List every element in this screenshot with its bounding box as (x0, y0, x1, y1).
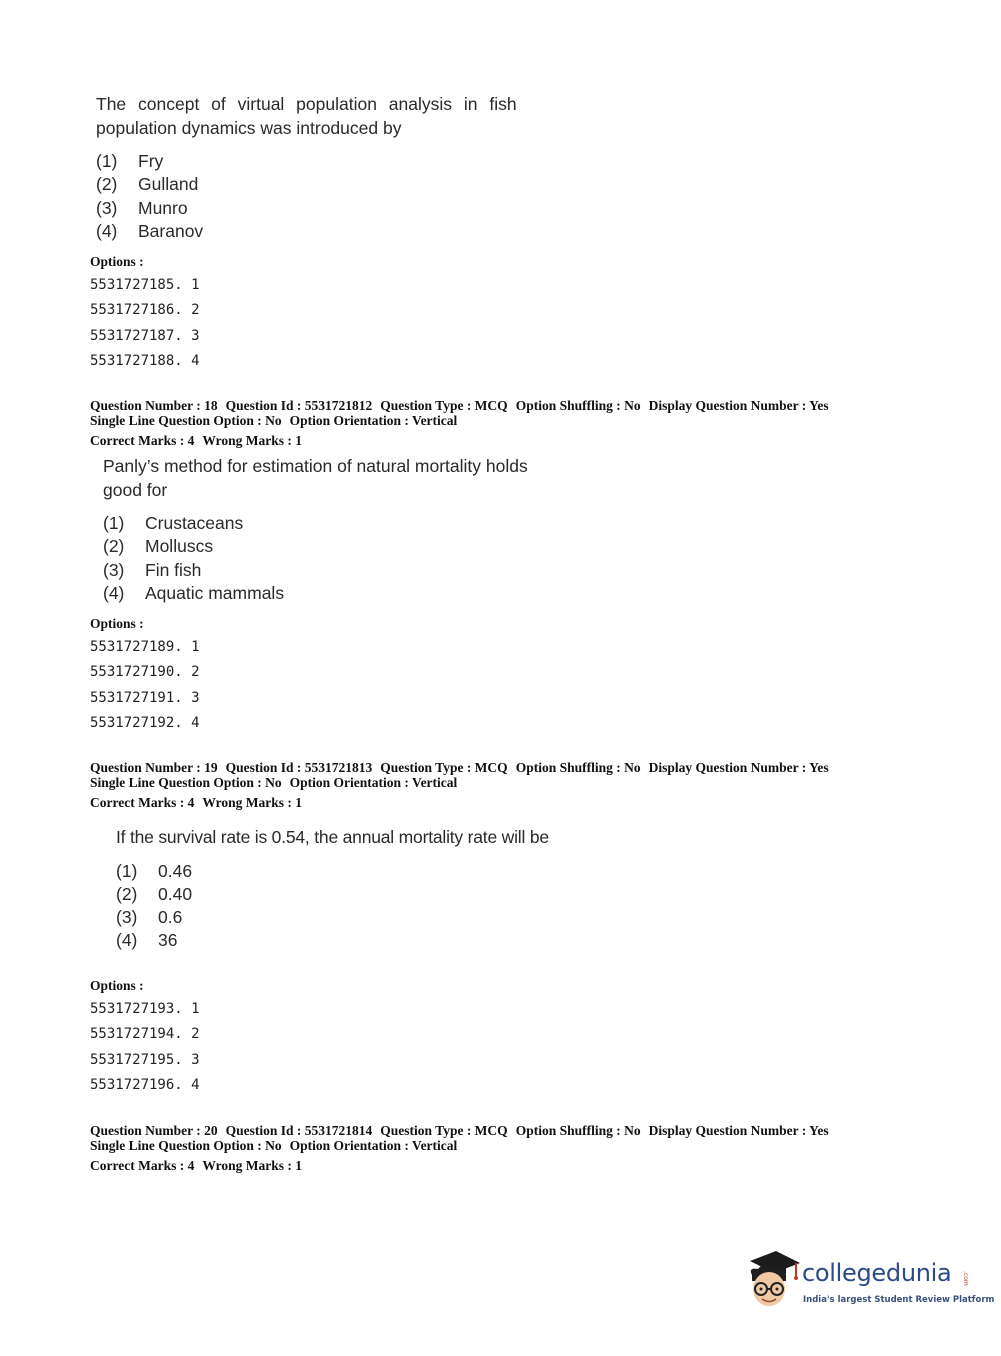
answer-choice (103, 535, 563, 558)
answer-choice (96, 220, 556, 243)
choice-number: (2) (116, 883, 138, 904)
question-id: Question Id : 5531721812 (225, 398, 373, 413)
choice-number: (3) (116, 907, 138, 928)
option-id: 5531727193. 1 (90, 1001, 200, 1017)
option-orientation: Option Orientation : Vertical (289, 413, 458, 428)
choice-number: (4) (103, 582, 125, 603)
answer-choice (103, 512, 563, 535)
answer-choice (116, 883, 596, 906)
option-id: 5531727186. 2 (90, 302, 200, 319)
question-text-line: good for (103, 479, 168, 500)
correct-marks: Correct Marks : 4 (90, 1158, 195, 1173)
choice-number: (3) (103, 559, 125, 580)
question-text (116, 826, 596, 850)
choice-label: Fin fish (145, 559, 202, 580)
display-question-number: Display Question Number : Yes (648, 760, 829, 775)
choice-label: 0.40 (158, 883, 193, 904)
logo-suffix: .com (962, 1271, 969, 1286)
answer-choices (96, 150, 556, 243)
answer-choice (96, 197, 556, 220)
collegedunia-logo[interactable] (742, 1247, 995, 1317)
single-line-option: Single Line Question Option : No (90, 413, 282, 428)
answer-choice (103, 582, 563, 605)
choice-label: 0.6 (158, 907, 183, 928)
choice-label: 0.46 (158, 860, 193, 881)
options-label: Options : (90, 616, 144, 631)
options-label: Options : (90, 254, 144, 269)
question-text-line: If the survival rate is 0.54, the annual mortality rate will be (116, 827, 549, 847)
choice-number: (1) (116, 860, 138, 881)
option-id: 5531727196. 4 (90, 1076, 200, 1093)
answer-choice (116, 929, 596, 952)
question-number: Question Number : 18 (90, 398, 218, 413)
wrong-marks: Wrong Marks : 1 (202, 1158, 302, 1173)
answer-choices (103, 512, 563, 605)
options-label: Options : (90, 978, 144, 993)
option-id: 5531727188. 4 (90, 352, 200, 369)
question-id: Question Id : 5531721814 (225, 1123, 373, 1138)
question-type: Question Type : MCQ (380, 1123, 508, 1138)
choice-label: Fry (138, 151, 164, 171)
choice-label: Baranov (138, 220, 204, 241)
question-number: Question Number : 20 (90, 1123, 218, 1138)
correct-marks: Correct Marks : 4 (90, 795, 195, 810)
choice-number: (3) (96, 197, 118, 218)
option-id: 5531727189. 1 (90, 639, 200, 655)
single-line-option: Single Line Question Option : No (90, 1138, 282, 1153)
correct-marks: Correct Marks : 4 (90, 433, 195, 448)
question-number: Question Number : 19 (90, 760, 218, 775)
display-question-number: Display Question Number : Yes (648, 1123, 829, 1138)
choice-label: 36 (158, 930, 178, 951)
choice-label: Aquatic mammals (145, 582, 285, 603)
option-id-list (90, 273, 200, 374)
question-text (103, 455, 563, 502)
option-shuffling: Option Shuffling : No (515, 760, 641, 775)
option-id: 5531727187. 3 (90, 327, 200, 344)
logo-name: collegedunia (802, 1259, 952, 1287)
option-id-list (90, 997, 200, 1098)
choice-number: (4) (116, 930, 138, 951)
question-text-line: Panly’s method for estimation of natural mortality holds (103, 456, 528, 476)
answer-choice (116, 906, 596, 929)
option-orientation: Option Orientation : Vertical (289, 775, 458, 790)
choice-label: Crustaceans (145, 513, 244, 533)
question-18-meta (90, 398, 837, 448)
display-question-number: Display Question Number : Yes (648, 398, 829, 413)
choice-number: (2) (96, 174, 118, 195)
option-id: 5531727185. 1 (90, 277, 200, 293)
wrong-marks: Wrong Marks : 1 (202, 433, 302, 448)
logo-tagline: India's largest Student Review Platform (803, 1295, 995, 1305)
choice-number: (2) (103, 536, 125, 557)
answer-choice (96, 150, 556, 173)
choice-number: (1) (96, 151, 118, 171)
question-text (96, 93, 556, 140)
answer-choice (96, 173, 556, 196)
option-id: 5531727190. 2 (90, 664, 200, 681)
answer-choice (103, 559, 563, 582)
question-text-line: population dynamics was introduced by (96, 117, 402, 138)
question-text-line: The concept of virtual population analysis in fish (96, 94, 517, 114)
option-id: 5531727191. 3 (90, 689, 200, 706)
question-type: Question Type : MCQ (380, 760, 508, 775)
single-line-option: Single Line Question Option : No (90, 775, 282, 790)
choice-label: Gulland (138, 174, 199, 195)
option-shuffling: Option Shuffling : No (515, 1123, 641, 1138)
answer-choice (116, 860, 596, 883)
option-id: 5531727192. 4 (90, 714, 200, 731)
question-19-meta (90, 760, 837, 810)
question-type: Question Type : MCQ (380, 398, 508, 413)
option-shuffling: Option Shuffling : No (515, 398, 641, 413)
choice-label: Molluscs (145, 536, 214, 557)
option-id-list (90, 635, 200, 736)
question-20-meta (90, 1123, 837, 1173)
option-id: 5531727195. 3 (90, 1051, 200, 1068)
question-id: Question Id : 5531721813 (225, 760, 373, 775)
mascot-icon (742, 1247, 802, 1317)
choice-number: (4) (96, 220, 118, 241)
wrong-marks: Wrong Marks : 1 (202, 795, 302, 810)
option-orientation: Option Orientation : Vertical (289, 1138, 458, 1153)
answer-choices (116, 860, 596, 953)
choice-label: Munro (138, 197, 188, 218)
option-id: 5531727194. 2 (90, 1026, 200, 1043)
choice-number: (1) (103, 513, 125, 533)
